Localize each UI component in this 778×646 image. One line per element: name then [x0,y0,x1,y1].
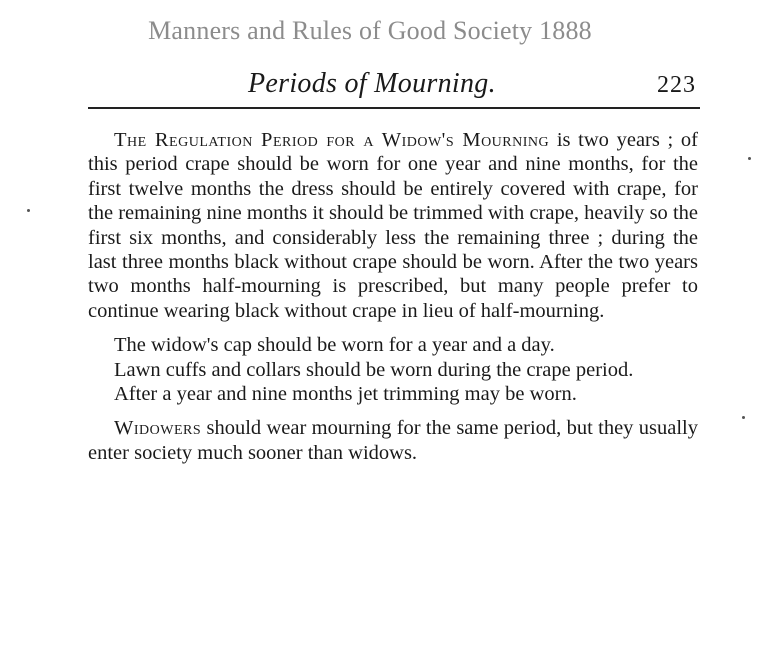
paragraph-jet-trimming: After a year and nine months jet trimming may be worn. [114,383,577,406]
body-text [88,128,698,465]
running-title: Periods of Mourning. [248,68,496,99]
page-header [88,68,700,104]
page-number: 223 [657,72,696,98]
paragraph-lead-heading: The Regulation Period for a Widow's Mourning [114,129,550,151]
paragraph-widow-mourning [88,128,698,323]
paragraph-lead-heading: Widowers [114,417,202,440]
paragraph-lawn-cuffs: Lawn cuffs and collars should be worn during the crape period. [114,358,634,381]
paper-speck [742,416,745,419]
paragraph-widowers [88,416,698,465]
paragraph-widow-cap: The widow's cap should be worn for a year and a day. [114,334,555,357]
paper-speck [27,209,30,212]
header-rule [88,107,700,109]
paragraph-body: should wear mourning for the same period, but they usually enter society much sooner than widows. [88,417,698,464]
paragraph-body: is two years ; of this period crape should be worn for one year and nine months, for the first twelve months the dress should be entirely covered with crape, for the remaining nine months it should be trimmed with crape, heavily so the first six months, and considerably less the remaining three ; during the last three months black without crape should be worn. After the two years two months half-mourning is prescribed, but many people prefer to continue wearing black without crape in lieu of half-mourning. [88,129,699,322]
source-caption: Manners and Rules of Good Society 1888 [148,16,592,45]
paper-speck [748,157,751,160]
